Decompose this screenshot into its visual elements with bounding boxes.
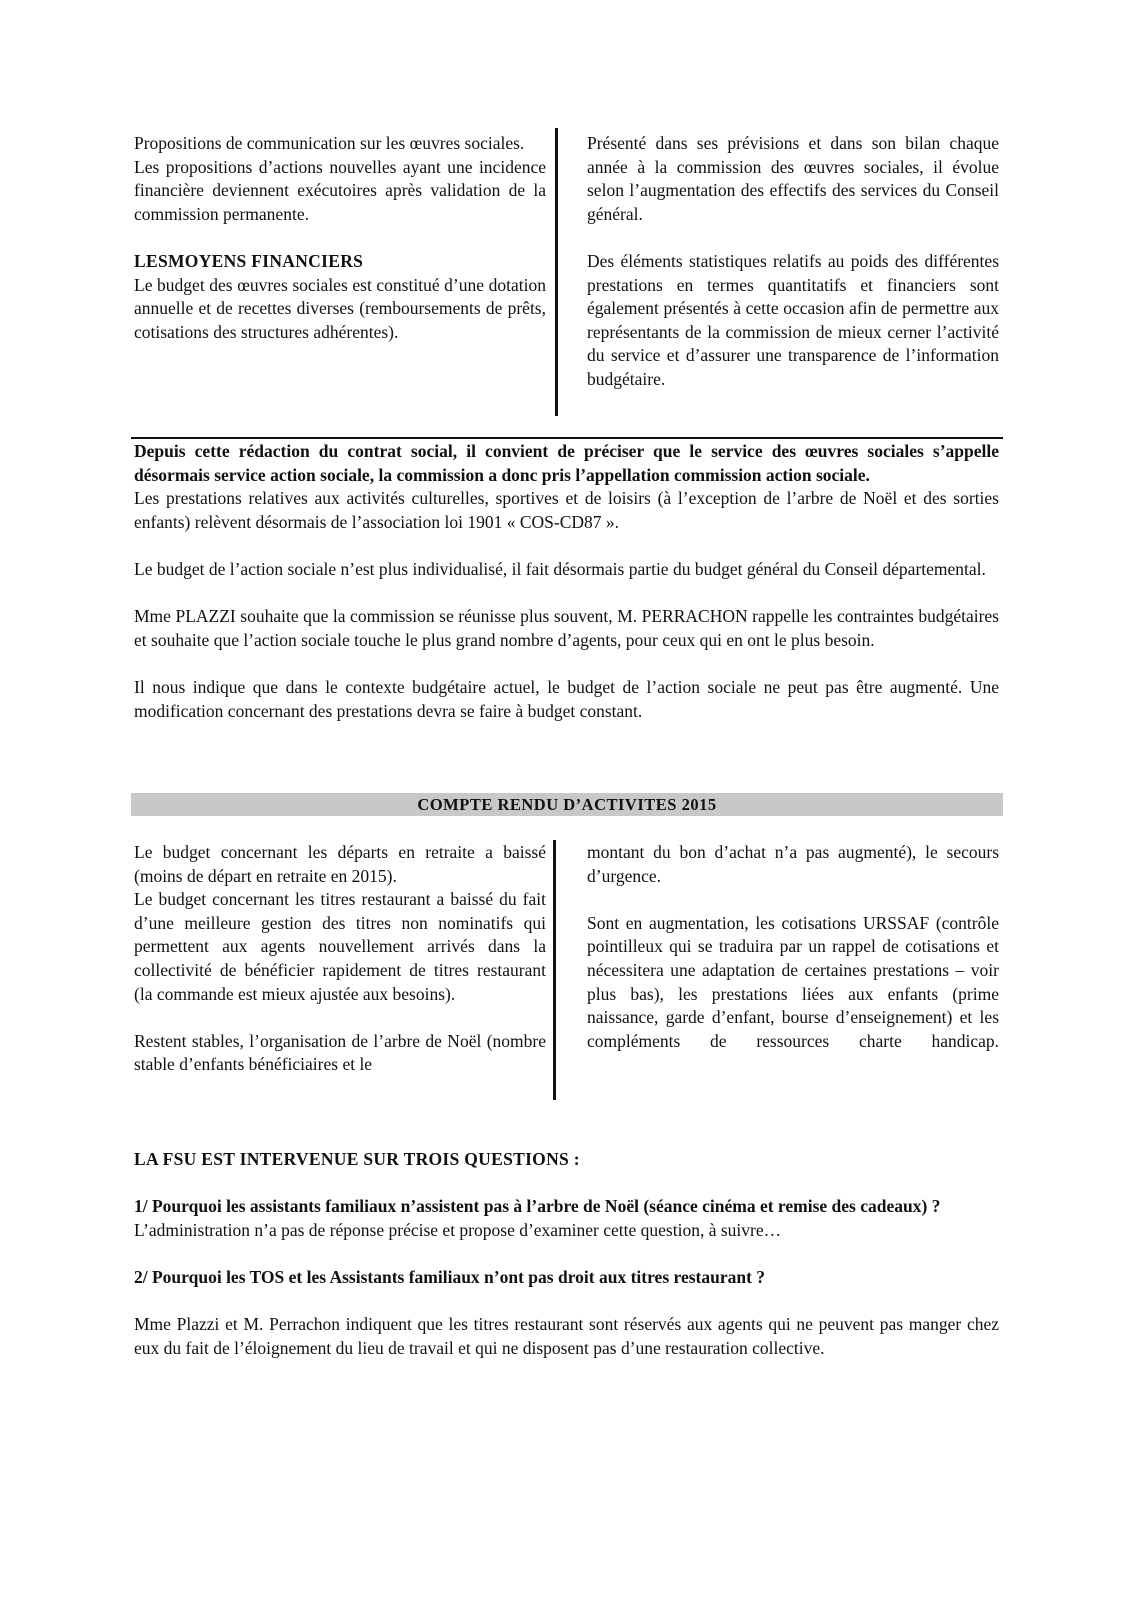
section-compte-rendu [134, 841, 999, 1077]
paragraph: Sont en augmentation, les cotisations URSSAF (contrôle pointilleux qui se traduira par un rappel de cotisations et nécessitera une adaptation de certaines prestations – voir plus bas), les prestations liées aux enfants (prime naissance, garde d’enfant, bourse d’enseignement) et les compléments de ressources charte handicap. [587, 912, 999, 1051]
section-moyens-financiers [134, 132, 999, 392]
bold-intro: Depuis cette rédaction du contrat social, il convient de préciser que le service des œuvres sociales s’appelle désormais service action sociale, la commission a donc pris l’appellation commission action sociale. [134, 441, 999, 485]
paragraph: Propositions de communication sur les œuvres sociales. [134, 133, 525, 153]
horizontal-rule [131, 437, 1003, 439]
paragraph: Les prestations relatives aux activités culturelles, sportives et de loisirs (à l’exception de l’arbre de Noël et des sorties enfants) relèvent désormais de l’association loi 1901 « COS-CD87 ». [134, 488, 999, 532]
answer-2: Mme Plazzi et M. Perrachon indiquent que les titres restaurant sont réservés aux agents qui ne peuvent pas manger chez eux du fait de l’éloignement du lieu de travail et qui ne disposent pas d’une restauration collective. [134, 1314, 999, 1358]
section-action-sociale [134, 440, 999, 723]
left-column [134, 132, 546, 392]
paragraph: Il nous indique que dans le contexte budgétaire actuel, le budget de l’action sociale ne peut pas être augmenté. Une modification concernant des prestations devra se faire à budget constant. [134, 676, 999, 721]
paragraph: Le budget des œuvres sociales est constitué d’une dotation annuelle et de recettes diverses (remboursements de prêts, cotisations des structures adhérentes). [134, 274, 546, 342]
left-column [134, 841, 546, 1077]
right-column [587, 841, 999, 1077]
section-questions [134, 1148, 999, 1360]
section-title-bar: COMPTE RENDU D’ACTIVITES 2015 [131, 793, 1003, 816]
right-column [587, 132, 999, 392]
question-1: 1/ Pourquoi les assistants familiaux n’assistent pas à l’arbre de Noël (séance cinéma et remise des cadeaux) ? [134, 1196, 941, 1217]
paragraph: Le budget concernant les départs en retraite a baissé (moins de départ en retraite en 2015). [134, 842, 546, 886]
paragraph: Le budget de l’action sociale n’est plus individualisé, il fait désormais partie du budget général du Conseil départemental. [134, 558, 986, 579]
paragraph: Présenté dans ses prévisions et dans son bilan chaque année à la commission des œuvres sociales, il évolue selon l’augmentation des effectifs des services du Conseil général. [587, 133, 999, 224]
paragraph: Mme PLAZZI souhaite que la commission se réunisse plus souvent, M. PERRACHON rappelle les contraintes budgétaires et souhaite que l’action sociale touche le plus grand nombre d’agents, pour ceux qui en ont le plus besoin. [134, 606, 999, 650]
section-heading: LESMOYENS FINANCIERS [134, 250, 364, 271]
column-divider [555, 128, 558, 416]
paragraph: Le budget concernant les titres restaurant a baissé du fait d’une meilleure gestion des titres non nominatifs qui permettent aux agents nouvellement arrivés dans la collectivité de bénéficier rapidement de titres restaurant (la commande est mieux ajustée aux besoins). [134, 889, 546, 1004]
paragraph: montant du bon d’achat n’a pas augmenté), le secours d’urgence. [587, 842, 999, 886]
column-divider [553, 840, 556, 1100]
paragraph: Des éléments statistiques relatifs au poids des différentes prestations en termes quantitatifs et financiers sont également présentés à cette occasion afin de permettre aux représentants de la commission de mieux cerner l’activité du service et d’assurer une transparence de l’information budgétaire. [587, 250, 999, 389]
paragraph: Restent stables, l’organisation de l’arbre de Noël (nombre stable d’enfants bénéficiaires et le [134, 1030, 546, 1075]
question-2: 2/ Pourquoi les TOS et les Assistants familiaux n’ont pas droit aux titres restaurant ? [134, 1266, 766, 1287]
questions-heading: LA FSU EST INTERVENUE SUR TROIS QUESTIONS : [134, 1149, 580, 1169]
paragraph: Les propositions d’actions nouvelles ayant une incidence financière deviennent exécutoires après validation de la commission permanente. [134, 156, 546, 224]
answer-1: L’administration n’a pas de réponse précise et propose d’examiner cette question, à suivre… [134, 1219, 782, 1240]
